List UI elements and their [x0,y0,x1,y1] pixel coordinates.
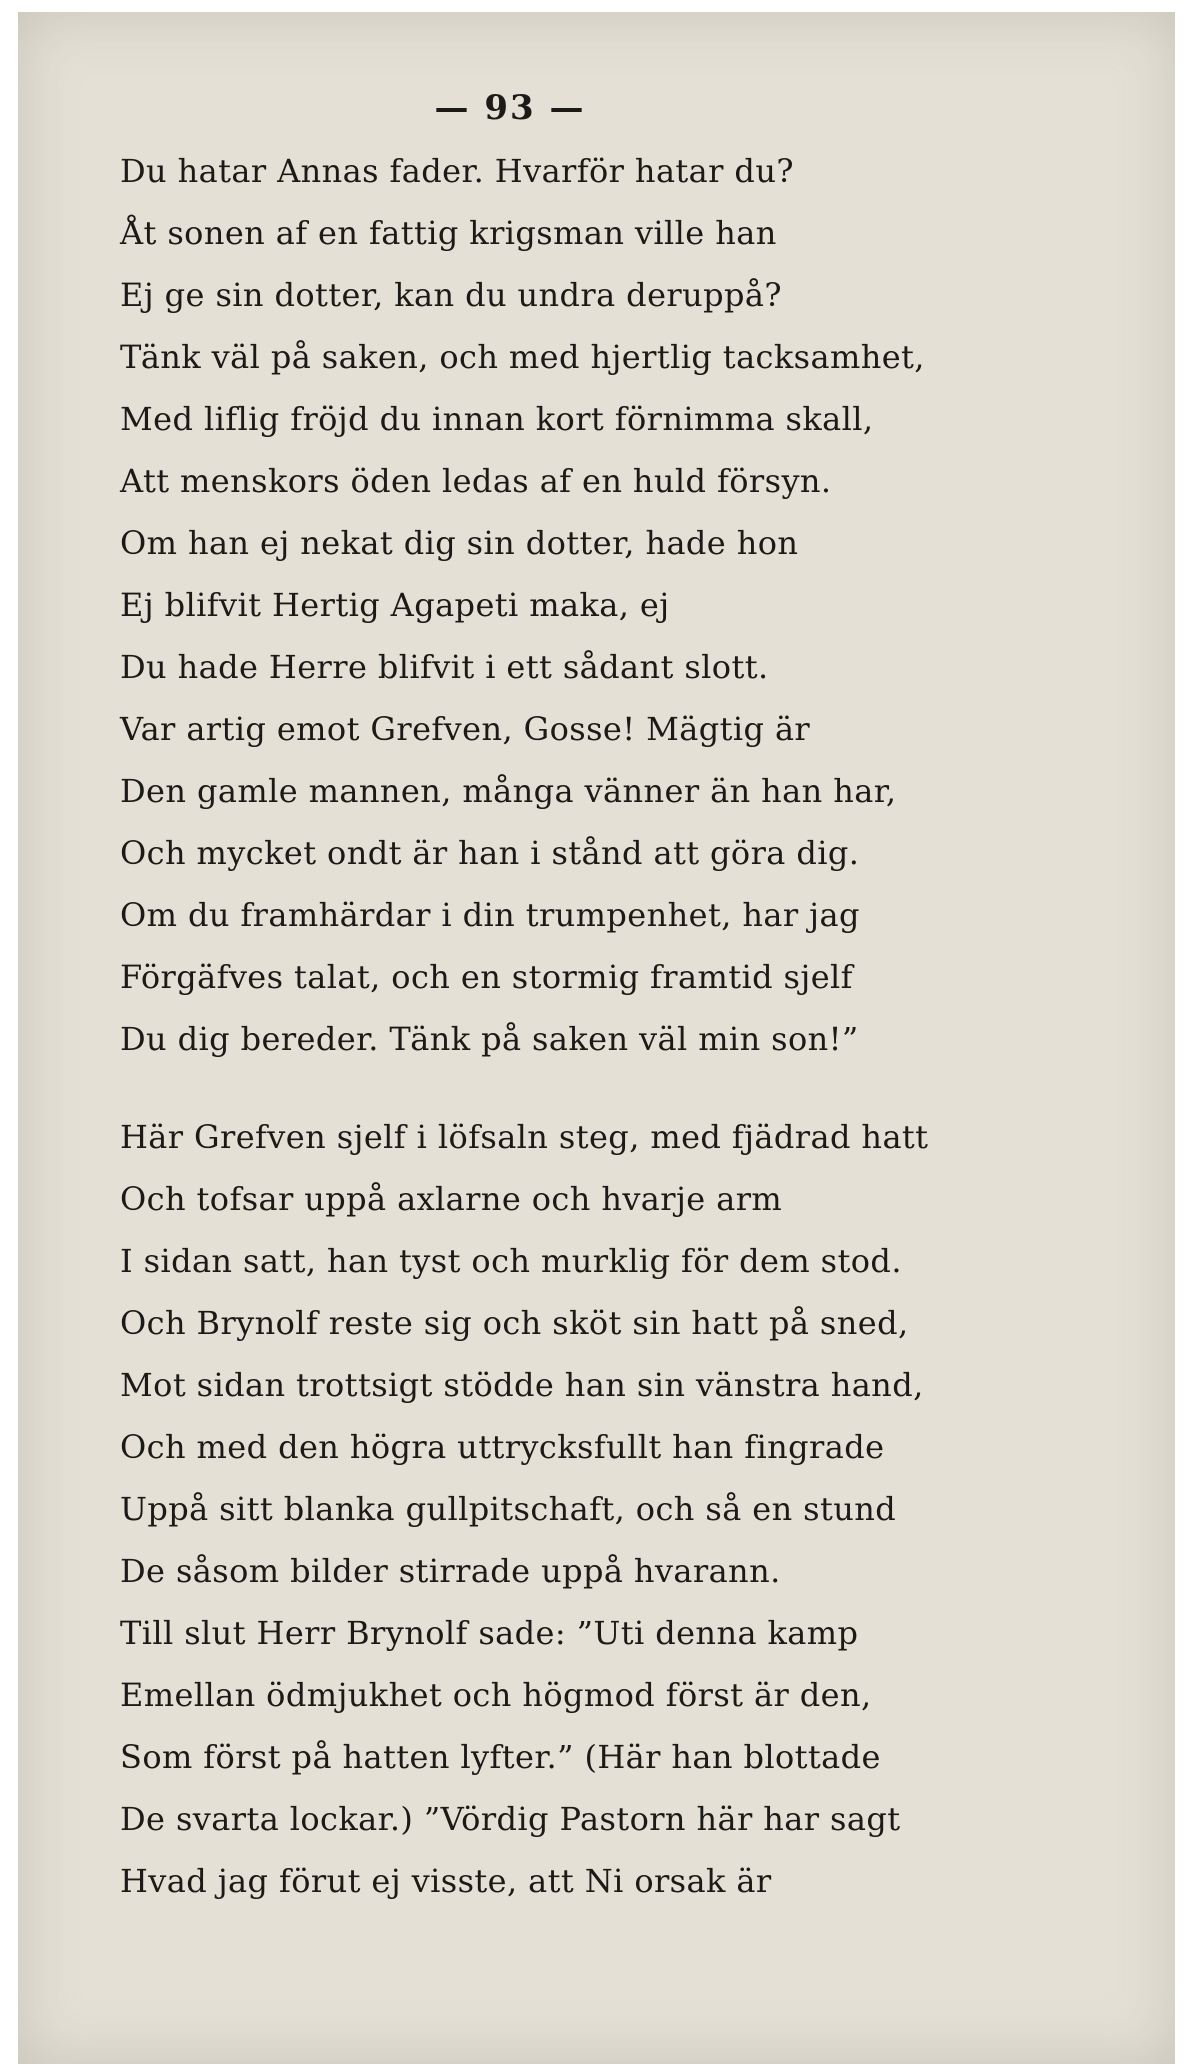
verse-line: Hvad jag förut ej visste, att Ni orsak är [120,1862,772,1900]
stanza-1 [120,140,1050,1070]
verse-line: Den gamle mannen, många vänner än han har, [120,772,897,810]
verse-line: Var artig emot Grefven, Gosse! Mägtig är [120,710,811,748]
verse-line: Tänk väl på saken, och med hjertlig tacksamhet, [120,338,925,376]
verse-line: Du hade Herre blifvit i ett sådant slott. [120,648,769,686]
verse-line: Här Grefven sjelf i löfsaln steg, med fjädrad hatt [120,1118,929,1156]
verse-line: Till slut Herr Brynolf sade: ”Uti denna kamp [120,1614,859,1652]
verse-line: Om du framhärdar i din trumpenhet, har jag [120,896,860,934]
verse-line: De såsom bilder stirrade uppå hvarann. [120,1552,781,1590]
verse-line: De svarta lockar.) ”Vördig Pastorn här har sagt [120,1800,901,1838]
verse-line: Uppå sitt blanka gullpitschaft, och så en stund [120,1490,897,1528]
book-page [120,78,1050,1912]
verse-line: Och med den högra uttrycksfullt han fingrade [120,1428,885,1466]
verse-line: Med liflig fröjd du innan kort förnimma skall, [120,400,874,438]
verse-line: Och tofsar uppå axlarne och hvarje arm [120,1180,783,1218]
verse-line: Att menskors öden ledas af en huld försyn. [120,462,832,500]
verse-line: Du hatar Annas fader. Hvarför hatar du? [120,152,794,190]
verse-line: Som först på hatten lyfter.” (Här han blottade [120,1738,881,1776]
verse-line: I sidan satt, han tyst och murklig för dem stod. [120,1242,902,1280]
page-margin [1175,0,1197,2071]
verse-line: Åt sonen af en fattig krigsman ville han [120,214,777,252]
verse-line: Om han ej nekat dig sin dotter, hade hon [120,524,799,562]
verse-line: Förgäfves talat, och en stormig framtid sjelf [120,958,853,996]
verse-line: Du dig bereder. Tänk på saken väl min son!” [120,1020,859,1058]
verse-line: Mot sidan trottsigt stödde han sin vänstra hand, [120,1366,924,1404]
verse-line: Ej blifvit Hertig Agapeti maka, ej [120,586,670,624]
page-number: — 93 — [434,88,586,128]
verse-line: Och Brynolf reste sig och sköt sin hatt på sned, [120,1304,909,1342]
verse-line: Emellan ödmjukhet och högmod först är den, [120,1676,872,1714]
stanza-2 [120,1106,1050,1912]
verse-line: Och mycket ondt är han i stånd att göra dig. [120,834,860,872]
verse-line: Ej ge sin dotter, kan du undra deruppå? [120,276,782,314]
